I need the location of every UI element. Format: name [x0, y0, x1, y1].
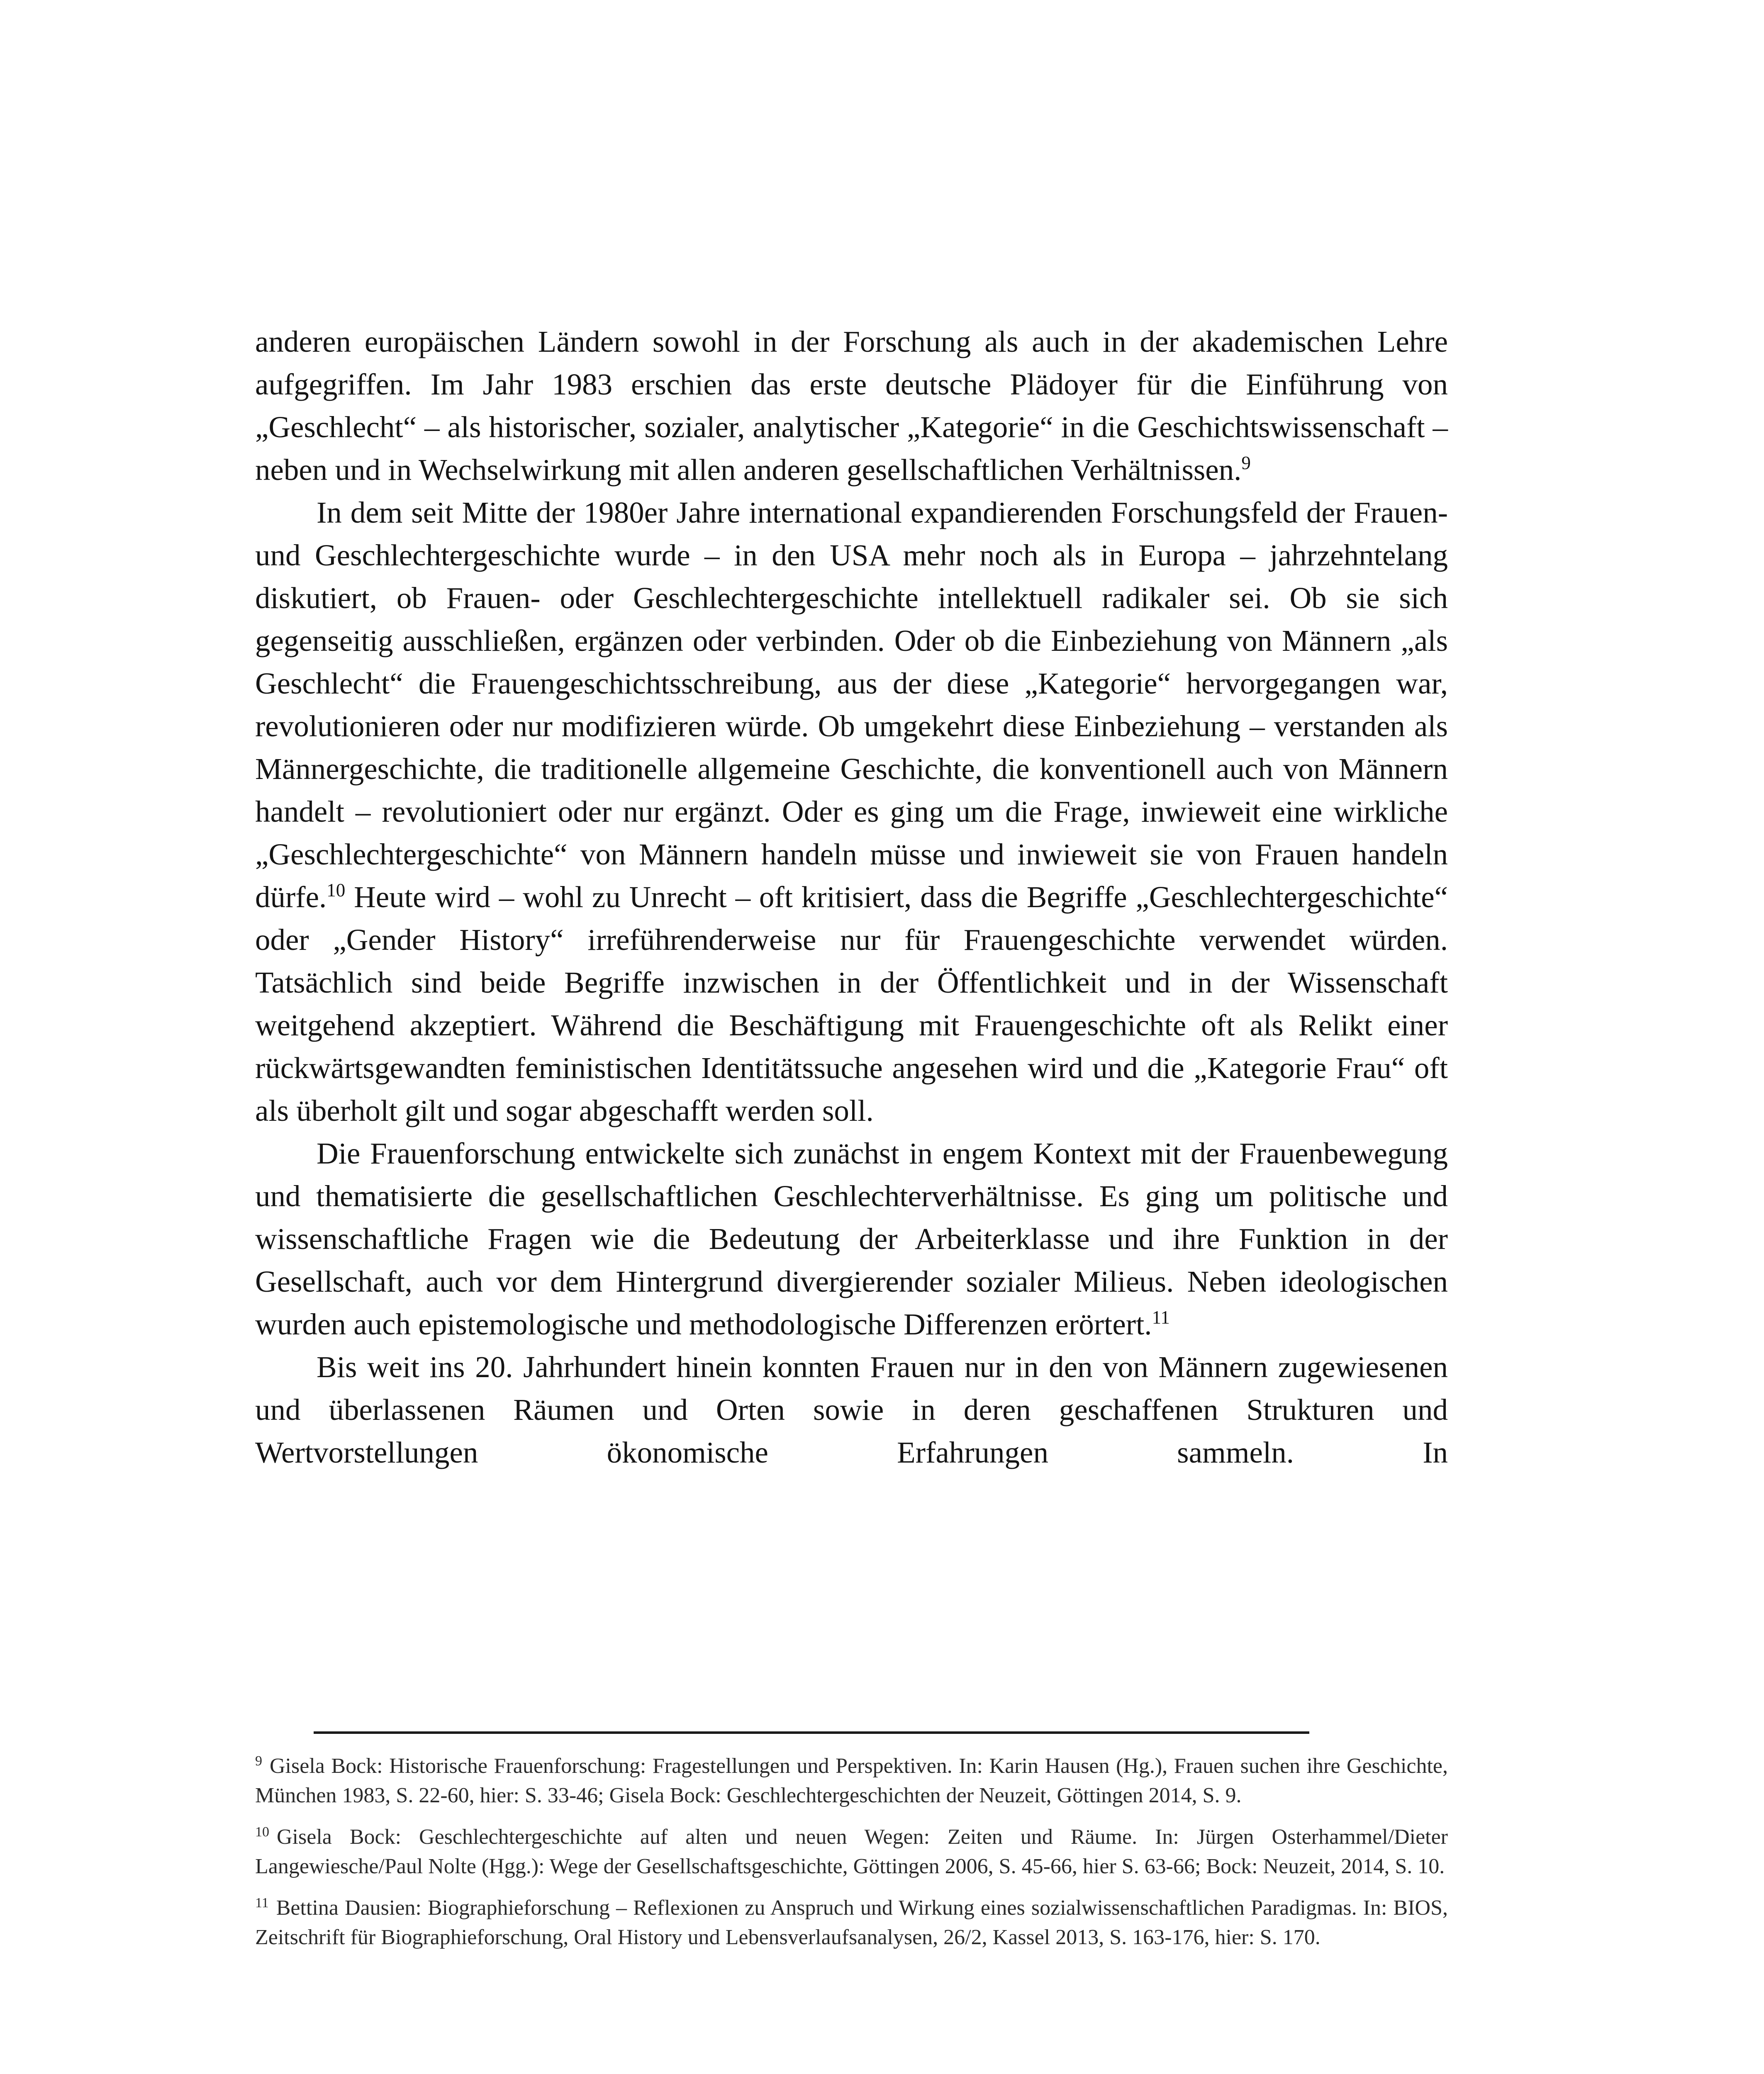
paragraph-1-text: anderen europäischen Ländern sowohl in der Forschung als auch in der akademischen Lehre aufgegriffen. Im Jahr 1983 erschien das erste deutsche Plädoyer für die Einführung von „Geschlecht“ – als historischer, sozialer, analytischer „Kategorie“ in die Geschichtswissenschaft – neben und in Wechselwirkung mit allen anderen gesellschaftlichen Verhältnissen. — [255, 325, 1448, 487]
footnote-9 — [255, 1751, 1448, 1810]
footnote-ref-9: 9 — [1241, 453, 1251, 473]
footnote-text: Gisela Bock: Historische Frauenforschung: Fragestellungen und Perspektiven. In: Karin Hausen (Hg.), Frauen suchen ihre Geschichte, München 1983, S. 22-60, hier: S. 33-46; Gisela Bock: Geschlechtergeschichten der Neuzeit, Göttingen 2014, S. 9. — [255, 1754, 1448, 1807]
paragraph-4-text: Bis weit ins 20. Jahrhundert hinein konnten Frauen nur in den von Männern zugewiesenen und überlassenen Räumen und Orten sowie in deren geschaffenen Strukturen und Wertvorstellungen ökonomische Erfahrungen sammeln. In — [255, 1350, 1448, 1469]
paragraph-4 — [255, 1346, 1448, 1474]
footnote-11 — [255, 1893, 1448, 1952]
paragraph-3 — [255, 1132, 1448, 1346]
paragraph-2 — [255, 491, 1448, 1132]
paragraph-1 — [255, 320, 1448, 491]
footnote-number: 11 — [255, 1895, 269, 1911]
footnote-separator — [314, 1731, 1309, 1734]
footnotes — [255, 1751, 1448, 1964]
paragraph-3-text: Die Frauenforschung entwickelte sich zunächst in engem Kontext mit der Frauenbewegung und thematisierte die gesellschaftlichen Geschlechterverhältnisse. Es ging um politische und wissenschaftliche Fragen wie die Bedeutung der Arbeiterklasse und ihre Funktion in der Gesellschaft, auch vor dem Hintergrund divergierender sozialer Milieus. Neben ideologischen wurden auch epistemologische und methodologische Differenzen erörtert. — [255, 1137, 1448, 1341]
footnote-text: Gisela Bock: Geschlechtergeschichte auf alten und neuen Wegen: Zeiten und Räume. In: Jürgen Osterhammel/Dieter Langewiesche/Paul Nolte (Hgg.): Wege der Gesellschaftsgeschichte, Göttingen 2006, S. 45-66, hier S. 63-66; Bock: Neuzeit, 2014, S. 10. — [255, 1825, 1448, 1878]
paragraph-2-text-b: Heute wird – wohl zu Unrecht – oft kritisiert, dass die Begriffe „Geschlechtergeschichte“ oder „Gender History“ irreführenderweise nur für Frauengeschichte verwendet würden. Tatsächlich sind beide Begriffe inzwischen in der Öffentlichkeit und in der Wissenschaft weitgehend akzeptiert. Während die Beschäftigung mit Frauengeschichte oft als Relikt einer rückwärtsgewandten feministischen Identitätssuche angesehen wird und die „Kategorie Frau“ oft als überholt gilt und sogar abgeschafft werden soll. — [255, 880, 1448, 1127]
footnote-text: Bettina Dausien: Biographieforschung – Reflexionen zu Anspruch und Wirkung eines sozialwissenschaftlichen Paradigmas. In: BIOS, Zeitschrift für Biographieforschung, Oral History und Lebensverlaufsanalysen, 26/2, Kassel 2013, S. 163-176, hier: S. 170. — [255, 1896, 1448, 1949]
footnote-ref-10: 10 — [326, 880, 346, 901]
footnote-ref-11: 11 — [1152, 1307, 1170, 1328]
main-text — [255, 320, 1448, 1474]
footnote-number: 9 — [255, 1753, 262, 1769]
footnote-number: 10 — [255, 1824, 269, 1840]
footnote-10 — [255, 1822, 1448, 1881]
paragraph-2-text-a: In dem seit Mitte der 1980er Jahre international expandierenden Forschungsfeld der Frauen- und Geschlechtergeschichte wurde – in den USA mehr noch als in Europa – jahrzehntelang diskutiert, ob Frauen- oder Geschlechtergeschichte intellektuell radikaler sei. Ob sie sich gegenseitig ausschließen, ergänzen oder verbinden. Oder ob die Einbeziehung von Männern „als Geschlecht“ die Frauengeschichtsschreibung, aus der diese „Kategorie“ hervorgegangen war, revolutionieren oder nur modifizieren würde. Ob umgekehrt diese Einbeziehung – verstanden als Männergeschichte, die traditionelle allgemeine Geschichte, die konventionell auch von Männern handelt – revolutioniert oder nur ergänzt. Oder es ging um die Frage, inwieweit eine wirkliche „Geschlechtergeschichte“ von Männern handeln müsse und inwieweit sie von Frauen handeln dürfe. — [255, 496, 1448, 914]
